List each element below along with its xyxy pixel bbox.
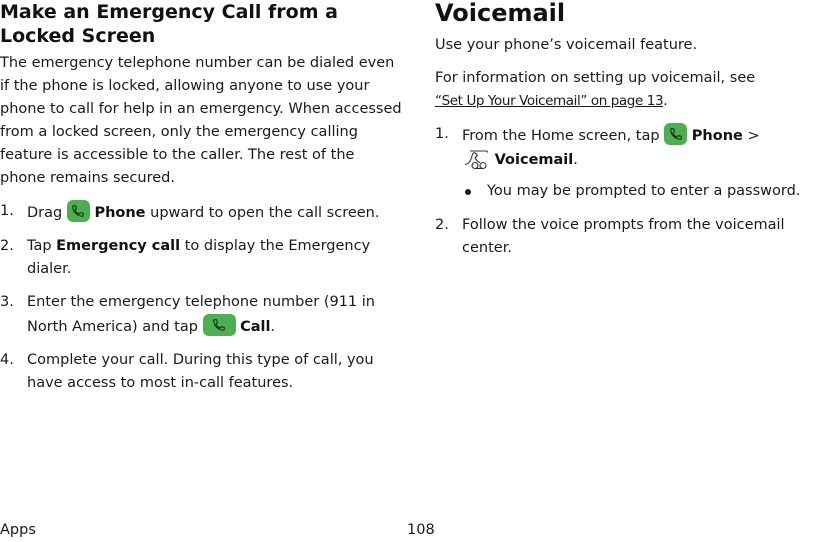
- voicemail-steps-cont: [435, 214, 838, 260]
- step-3: [0, 291, 404, 339]
- phone-icon: [203, 314, 236, 336]
- left-column: [0, 0, 404, 395]
- voicemail-info-pre: For information on setting up voicemail, see: [435, 70, 756, 86]
- voicemail-steps: [435, 123, 838, 172]
- right-column: [435, 0, 838, 260]
- voicemail-icon: [462, 148, 490, 170]
- footer-section: Apps: [0, 522, 36, 538]
- bullet-text: You may be prompted to enter a password.: [487, 183, 801, 199]
- step-text-pre: Enter the emergency telephone number (911 in North America) and tap: [27, 294, 375, 335]
- phone-icon: [67, 200, 90, 222]
- step-text-pre: Tap: [27, 238, 57, 254]
- step-bold: Phone: [94, 205, 146, 221]
- step-text-post: upward to open the call screen.: [145, 205, 380, 221]
- step-bold: Call: [240, 319, 271, 335]
- step-number: 1.: [435, 126, 449, 142]
- page-title: Voicemail: [435, 0, 566, 27]
- voicemail-info-post: .: [663, 93, 668, 109]
- step-4: [0, 349, 404, 395]
- step-text-post: to display the Emergency dialer.: [27, 238, 371, 277]
- step-separator: >: [742, 128, 760, 144]
- voicemail-intro: Use your phone’s voicemail feature.: [435, 37, 698, 53]
- step-bold: Voicemail: [494, 152, 574, 168]
- step-text: Follow the voice prompts from the voicemail center.: [462, 217, 785, 256]
- section-heading: [0, 0, 404, 48]
- page-number: 108: [407, 522, 435, 538]
- emergency-steps: [0, 200, 404, 395]
- step-number: 1.: [0, 203, 14, 219]
- step-number: 4.: [0, 352, 14, 368]
- step-1: [0, 200, 404, 225]
- step-text: Complete your call. During this type of call, you have access to most in-call features.: [27, 352, 374, 391]
- step-text-post: .: [270, 319, 276, 335]
- step-1: [435, 123, 838, 172]
- step-2: [0, 235, 404, 281]
- step-number: 2.: [435, 217, 449, 233]
- setup-voicemail-link[interactable]: “Set Up Your Voicemail” on page 13: [435, 93, 664, 109]
- step-text-post: .: [573, 152, 578, 168]
- section-intro: The emergency telephone number can be dialed even if the phone is locked, allowing anyone to use your phone to call for help in an emergency. When accessed from a locked screen, only the emergency calling feature is accessible to the caller. The rest of the phone remains secured.: [0, 55, 402, 186]
- step-bold: Emergency call: [56, 238, 181, 254]
- step-number: 2.: [0, 238, 14, 254]
- bullet-item: [435, 180, 838, 203]
- step-2: [435, 214, 838, 260]
- step-text-pre: Drag: [27, 205, 63, 221]
- step-number: 3.: [0, 294, 14, 310]
- section-heading-line1: Make an Emergency Call from a: [0, 1, 338, 23]
- section-heading-line2: Locked Screen: [0, 25, 156, 47]
- bullet-dot: [465, 189, 471, 195]
- phone-icon: [664, 123, 687, 145]
- page-footer: [0, 522, 838, 542]
- voicemail-info: [435, 67, 838, 113]
- step-text-pre: From the Home screen, tap: [462, 128, 660, 144]
- step-bold: Phone: [691, 128, 743, 144]
